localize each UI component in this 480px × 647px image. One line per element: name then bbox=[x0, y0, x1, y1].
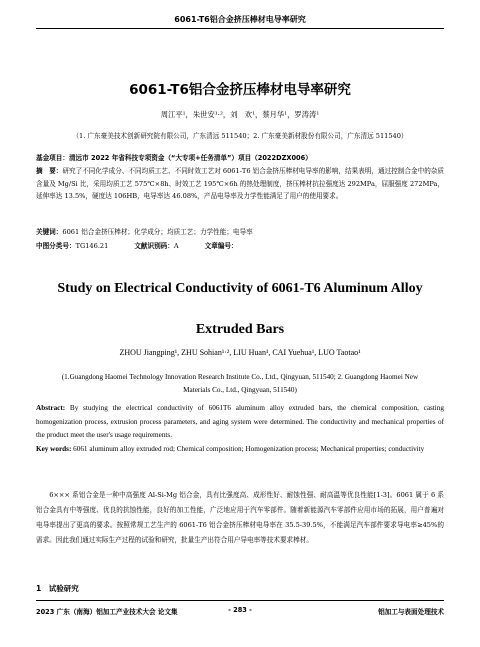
fund-text: 清远市 2022 年省科技专项资金（“大专项+任务清单”）项目（2022DZX006） bbox=[68, 154, 312, 162]
abstract-en-label: Abstract: bbox=[36, 404, 66, 412]
affiliations-cn: （1. 广东豪美技术创新研究院有限公司，广东清远 511540；2. 广东豪美新材股份有限公司，广东清远 511540） bbox=[72, 132, 408, 140]
keywords-cn-text: 6061 铝合金挤压棒材；化学成分；均质工艺；力学性能；电导率 bbox=[62, 228, 253, 236]
footer-journal: 铝加工与表面处理技术 bbox=[378, 608, 444, 616]
authors-cn: 周江平¹，朱世安¹·²，刘 欢¹，蔡月华¹，罗涛涛¹ bbox=[160, 110, 320, 119]
footer-proceedings: 2023 广东（南海）铝加工产业技术大会 论文集 bbox=[36, 608, 178, 616]
abstract-cn bbox=[36, 165, 444, 203]
abstract-en-text: By studying the electrical conductivity of 6061T6 aluminum alloy extruded bars, the chemical composition, casting homogenization process, extrusion process parameters, and aging system were determined. The conductivity and mechanical properties of the product meet the user's usage requirements. bbox=[36, 404, 444, 439]
body-paragraph: 6××× 系铝合金是一种中高强度 Al-Si-Mg 铝合金，具有比强度高、成形性好、耐蚀性强、耐高温等优良性能[1-3]。6061 属于 6 系铝合金具有中等强度、优良的抗蚀性能，良好的加工性能，广泛地应用于汽车零部件。随着新能源汽车零部件应用市场的拓展，用户普遍对电导率提出了更高的要求。按照常规工艺生产的 6061-T6 铝合金挤压棒材电导率在 35.5-39.5%，不能满足汽车部件要求导电率≥45%的需求。因此我们通过实际生产过程的试验和研究，批量生产出符合用户导电率等技术要求棒材。 bbox=[36, 491, 444, 544]
keywords-en-label: Key words: bbox=[36, 445, 72, 453]
affiliations-en: (1.Guangdong Haomei Technology Innovation Research Institute Co., Ltd., Qingyuan, 511540; 2. Guangdong Haomei New Materials Co., Ltd., Qingyuan, 511540) bbox=[61, 373, 419, 394]
abstract-en bbox=[36, 402, 444, 443]
footer-rule bbox=[36, 600, 444, 601]
fund-line bbox=[36, 152, 444, 165]
running-head: 6061-T6铝合金挤压棒材电导率研究 bbox=[174, 15, 306, 24]
keywords-en-text: 6061 aluminum alloy extruded rod; Chemical composition; Homogenization process; Mechanical properties; conductivity bbox=[73, 445, 425, 453]
abstract-cn-label: 摘 要： bbox=[36, 167, 63, 175]
paper-title-en-line1: Study on Electrical Conductivity of 6061-T6 Aluminum Alloy bbox=[57, 281, 423, 296]
paper-title-en-line2: Extruded Bars bbox=[195, 322, 285, 337]
abstract-cn-text: 研究了不同化学成分、不同均质工艺、不同时效工艺对 6061-T6 铝合金挤压棒材电导率的影响，结果表明，通过控制合金中的杂质含量及 Mg/Si 比，采用均质工艺 575℃×8h、时效工艺 195℃×6h 的热处理制度，挤压棒材抗拉强度达 292MPa，屈服强度 272MPa，延伸率达 13.5%，硬度达 106HB，电导率达 46.08%，产品电导率及力学性能满足了用户的使用要求。 bbox=[36, 167, 445, 200]
keywords-cn bbox=[36, 226, 444, 239]
header-rule bbox=[36, 28, 444, 29]
keywords-cn-label: 关键词： bbox=[36, 228, 63, 236]
page-number: - 283 - bbox=[228, 606, 252, 614]
article-number: 文章编号： bbox=[204, 242, 238, 250]
document-code: 文献识别码：A bbox=[134, 242, 179, 250]
authors-en: ZHOU Jiangping¹, ZHU Sohian¹·², LIU Huan¹, CAI Yuehua¹, LUO Taotao¹ bbox=[119, 348, 361, 357]
clc-code: 中图分类号：TG146.21 bbox=[36, 242, 109, 250]
paper-title-cn: 6061-T6铝合金挤压棒材电导率研究 bbox=[129, 82, 351, 98]
section-heading: 1 试验研究 bbox=[36, 584, 79, 593]
keywords-en bbox=[36, 443, 444, 457]
classification-line bbox=[36, 240, 444, 253]
fund-label: 基金项目： bbox=[36, 154, 69, 162]
paper-title-en bbox=[0, 278, 480, 341]
